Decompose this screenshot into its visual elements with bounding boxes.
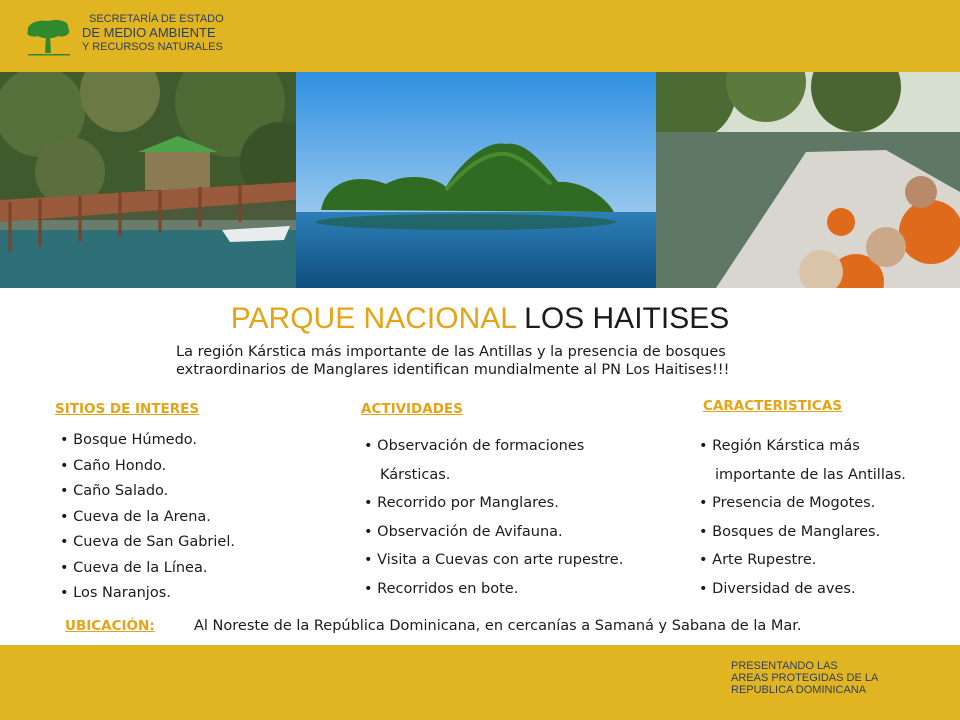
intro-paragraph: [176, 343, 816, 379]
list-item: • Recorridos en bote.: [364, 580, 519, 597]
title-part-2: LOS HAITISES: [524, 302, 730, 335]
caracteristicas-heading: CARACTERISTICAS: [703, 398, 842, 414]
footer-line-2: AREAS PROTEGIDAS DE LA: [731, 672, 879, 684]
list-item: • Caño Hondo.: [60, 457, 167, 474]
ubicacion-text: Al Noreste de la República Dominicana, en cercanías a Samaná y Sabana de la Mar.: [194, 618, 802, 634]
footer-line-3: REPUBLICA DOMINICANA: [731, 684, 867, 696]
intro-line-2: extraordinarios de Manglares identifican mundialmente al PN Los Haitises!!!: [176, 362, 730, 378]
list-item: Kársticas.: [380, 466, 451, 483]
caracteristicas-list: [699, 432, 906, 603]
org-line-2: DE MEDIO AMBIENTE: [82, 24, 216, 40]
list-item: • Caño Salado.: [60, 483, 169, 499]
photo-lodge-dock: [0, 72, 296, 288]
list-item: • Cueva de San Gabriel.: [60, 534, 235, 550]
sitios-list: [60, 428, 235, 607]
intro-line-1: La región Kárstica más importante de las Antillas y la presencia de bosques: [176, 344, 726, 360]
list-item: • Los Naranjos.: [60, 585, 171, 601]
list-item: • Diversidad de aves.: [699, 580, 856, 597]
list-item: • Cueva de la Arena.: [60, 508, 211, 525]
list-item: • Región Kárstica más: [699, 438, 860, 454]
list-item: • Observación de Avifauna.: [364, 523, 563, 540]
list-item: • Arte Rupestre.: [699, 552, 817, 568]
list-item: • Bosques de Manglares.: [699, 523, 881, 540]
footer-line-1: PRESENTANDO LAS: [731, 660, 838, 672]
list-item: • Bosque Húmedo.: [60, 432, 198, 448]
list-item: • Recorrido por Manglares.: [364, 495, 559, 511]
org-line-1: SECRETARÍA DE ESTADO: [89, 13, 224, 25]
ubicacion-label: UBICACIÓN:: [65, 618, 155, 634]
list-item: • Presencia de Mogotes.: [699, 495, 876, 511]
actividades-list: [364, 432, 623, 603]
list-item: • Visita a Cuevas con arte rupestre.: [364, 552, 624, 568]
list-item: • Cueva de la Línea.: [60, 559, 208, 576]
footer-caption: [731, 660, 931, 696]
org-line-3: Y RECURSOS NATURALES: [82, 40, 223, 53]
organization-name: [82, 13, 224, 53]
list-item: importante de las Antillas.: [715, 466, 906, 483]
page-title: [0, 302, 960, 336]
actividades-heading: ACTIVIDADES: [361, 401, 463, 417]
title-part-1: PARQUE NACIONAL: [230, 302, 516, 335]
photo-boat-tour: [656, 72, 960, 288]
sitios-heading: SITIOS DE INTERES: [55, 401, 200, 417]
list-item: • Observación de formaciones: [364, 438, 585, 454]
photo-island: [296, 72, 656, 288]
tree-icon: [22, 11, 74, 61]
